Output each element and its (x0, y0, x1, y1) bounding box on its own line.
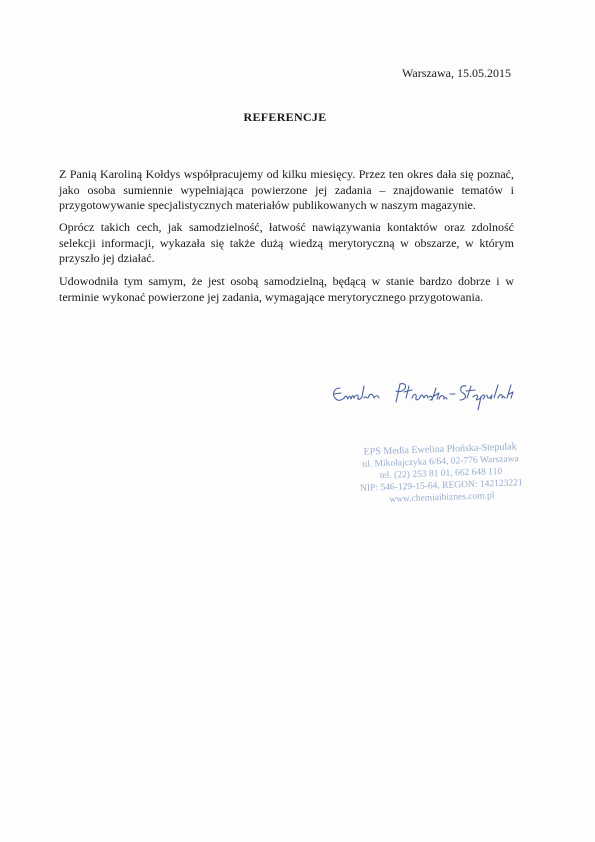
company-stamp (345, 441, 537, 508)
body-paragraph-2 (59, 220, 514, 267)
letter-title: REFERENCJE (243, 110, 327, 124)
stamp-address: ul. Mikołajczyka 6/64, 02-776 Warszawa (362, 454, 519, 470)
handwritten-signature (326, 378, 526, 418)
paragraph-text: Udowodniła tym samym, że jest osobą samodzielną, będącą w stanie bardzo dobrze i w terminie wykonać powierzone jej zadania, wymagające merytorycznego przygotowania. (59, 274, 514, 304)
body-paragraph-3 (59, 274, 514, 305)
stamp-website: www.chemiaibiznes.com.pl (389, 491, 495, 505)
stamp-tax-ids: NIP: 546-129-15-64, REGON: 142123221 (360, 478, 523, 494)
signature-graphic (326, 378, 526, 418)
stamp-company-name: EPS Media Ewelina Płońska-Stepulak (363, 441, 517, 458)
place-date: Warszawa, 15.05.2015 (402, 66, 512, 80)
paragraph-text: Z Panią Karoliną Kołdys współpracujemy od kilku miesięcy. Przez ten okres dała się poznać, jako osoba sumiennie wypełniająca powierzone jej zadania – znajdowanie tematów i przygotowywanie specjalistycznych materiałów publikowanych w naszym magazynie. (59, 167, 514, 212)
stamp-phone: tel. (22) 253 81 01, 662 648 110 (379, 466, 503, 482)
paragraph-text: Oprócz takich cech, jak samodzielność, łatwość nawiązywania kontaktów oraz zdolność selekcji informacji, wykazała się także dużą wiedzą merytoryczną w obszarze, w którym przyszło jej działać. (59, 220, 514, 265)
body-paragraph-1 (59, 167, 514, 214)
